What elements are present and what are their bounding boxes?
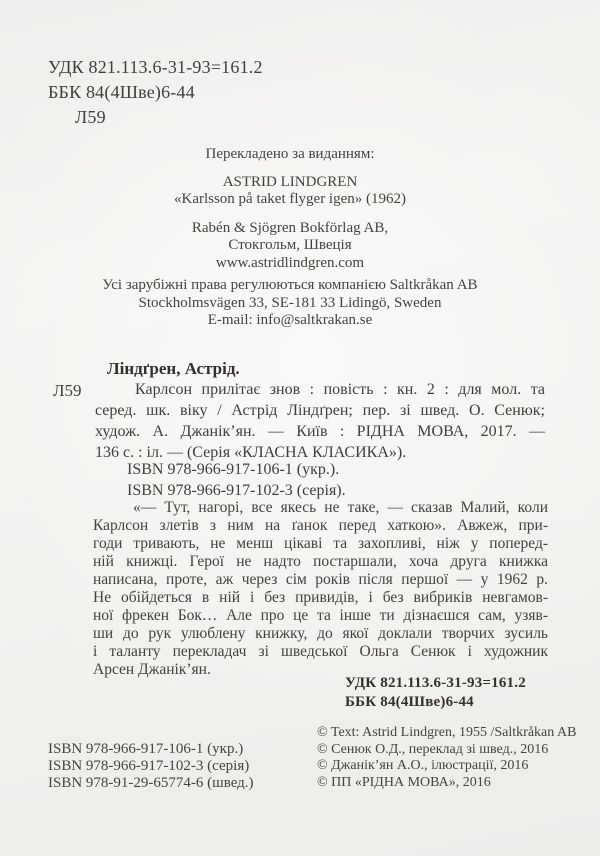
- original-publisher-line: Стокгольм, Швеція: [228, 237, 352, 253]
- classification-codes-bold: [345, 674, 526, 711]
- source-edition-block: [30, 146, 550, 330]
- annotation-line: «— Тут, нагорі, все якесь не таке, — сказав Малий, коли: [133, 499, 548, 516]
- foreign-rights-line: E-mail: info@saltkrakan.se: [207, 312, 373, 328]
- annotation-line: годи тривають, не менш цікаві та захопливі, ніж у поперед-: [93, 535, 548, 552]
- isbn-footer: [48, 741, 254, 791]
- catalog-description-line: серед. шк. віку / Астрід Ліндґрен; пер. зі швед. О. Сенюк;: [95, 402, 545, 419]
- catalog-author-sign: Л59: [53, 381, 82, 400]
- catalog-description-line: 136 с. : іл. — (Серія «КЛАСНА КЛАСИКА»).: [95, 444, 407, 461]
- annotation-line: ши до рук улюблену книжку, до якої доклали творчих зусиль: [93, 625, 548, 642]
- classification-codes: [48, 55, 263, 130]
- copyright-item: © Text: Astrid Lindgren, 1955 /Saltkråkan AB: [317, 725, 577, 740]
- annotation-line: написана, проте, аж через сім років після першої — у 1962 р.: [93, 571, 548, 588]
- annotation-line: Карлсон злетів з ним на ґанок перед хаткою». Авжеж, при-: [93, 517, 548, 534]
- catalog-description: [95, 379, 545, 463]
- original-edition: [30, 174, 550, 209]
- original-edition-line: «Karlsson på taket flyger igen» (1962): [173, 191, 407, 207]
- bbk-code: ББК 84(4Шве)6-44: [48, 82, 195, 102]
- annotation: [93, 499, 548, 679]
- isbn-item: ISBN 978-966-917-102-3 (серія): [48, 757, 250, 774]
- annotation-line: Не обійдеться в ній і без привидів, і без вибриків невгамов-: [93, 589, 548, 606]
- udc-code-bold: УДК 821.113.6-31-93=161.2: [345, 675, 526, 691]
- catalog-isbn-line: ISBN 978-966-917-106-1 (укр.).: [127, 461, 340, 478]
- original-publisher: [30, 220, 550, 273]
- annotation-line: ної фрекен Бок… Але про це та інше ти дізнаєшся сам, узяв-: [93, 607, 548, 624]
- author-sign: Л59: [75, 107, 106, 127]
- original-publisher-line: Rabén & Sjögren Bokförlag AB,: [191, 219, 389, 236]
- foreign-rights-line: Stockholmsvägen 33, SE-181 33 Lidingö, Sweden: [138, 294, 442, 311]
- catalog-description-line: худож. А. Джанік’ян. — Київ : РІДНА МОВА, 2017. —: [95, 423, 545, 440]
- foreign-rights-line: Усі зарубіжні права регулюються компанією Saltkråkan AB: [102, 277, 478, 293]
- catalog-isbn-line: ISBN 978-966-917-102-3 (серія).: [127, 482, 346, 499]
- copyright-item: © ПП «РІДНА МОВА», 2016: [317, 774, 491, 790]
- catalog-author-heading: Ліндґрен, Астрід.: [107, 359, 240, 378]
- original-publisher-line: www.astridlindgren.com: [215, 254, 365, 271]
- foreign-rights-note: [30, 277, 550, 330]
- catalog-isbn-block: [127, 459, 346, 501]
- udc-code: УДК 821.113.6-31-93=161.2: [48, 57, 263, 77]
- original-edition-line: ASTRID LINDGREN: [222, 173, 358, 190]
- annotation-line: ній книжці. Герої не надто постаршали, хоча друга книжка: [93, 553, 548, 570]
- translated-from-note: Перекладено за виданням:: [205, 146, 375, 162]
- isbn-item: ISBN 978-91-29-65774-6 (швед.): [48, 774, 254, 791]
- copyright-item: © Сенюк О.Д., переклад зі швед., 2016: [317, 741, 549, 757]
- catalog-description-line: Карлсон прилітає знов : повість : кн. 2 : для мол. та: [135, 381, 545, 398]
- copyright-item: © Джанік’ян А.О., ілюстрації, 2016: [317, 758, 529, 774]
- isbn-item: ISBN 978-966-917-106-1 (укр.): [48, 741, 244, 757]
- copyright-footer: [317, 725, 576, 791]
- annotation-line: Арсен Джанік’ян.: [93, 661, 211, 678]
- annotation-line: і таланту перекладач зі шведської Ольга Сенюк і художник: [93, 643, 548, 660]
- bbk-code-bold: ББК 84(4Шве)6-44: [345, 693, 474, 710]
